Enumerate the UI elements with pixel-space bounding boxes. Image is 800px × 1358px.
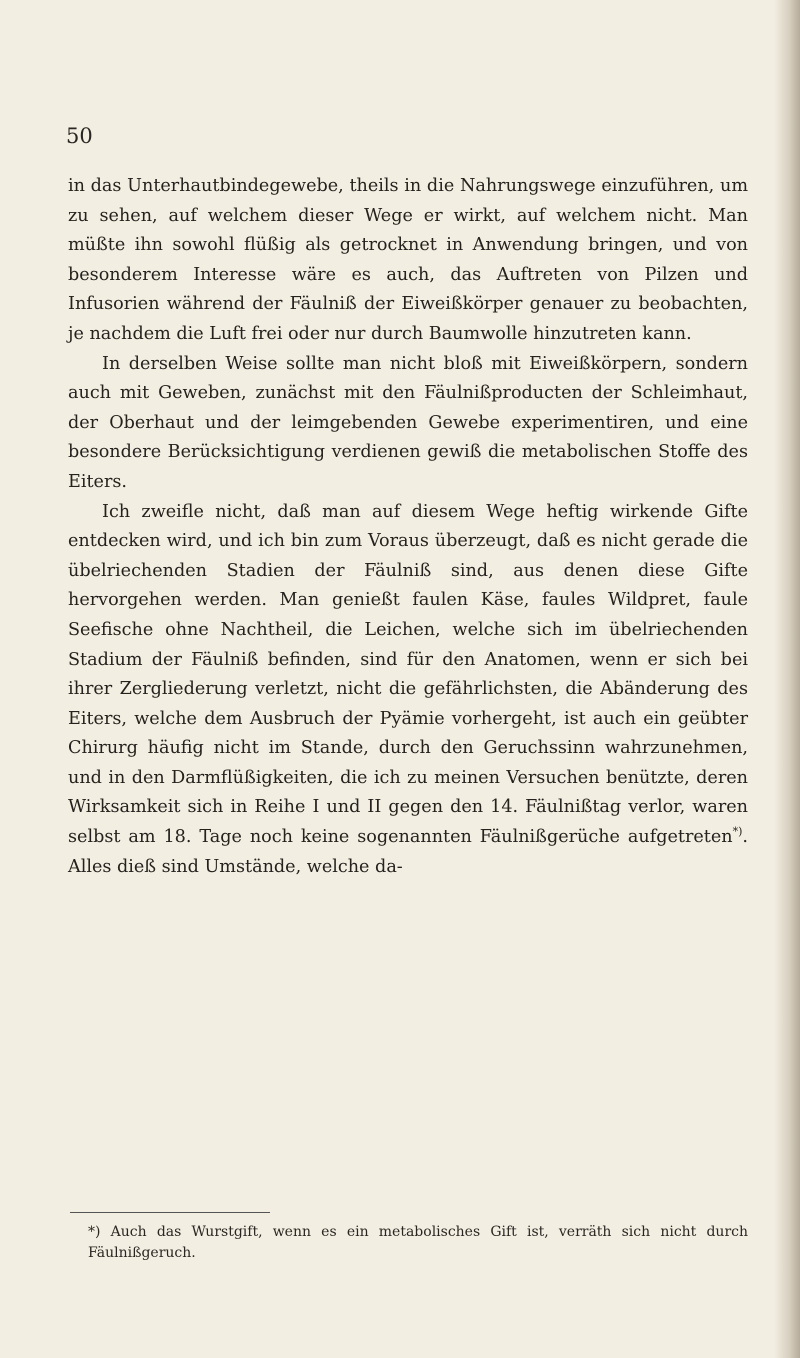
paragraph-2: In derselben Weise sollte man nicht bloß mit Eiweißkörpern, sondern auch mit Geweben, zunächst mit den Fäulnißproducten der Schleimhaut, der Oberhaut und der leimgebenden Gewebe experimentiren, und eine besondere Berücksichtigung verdienen gewiß die metabolischen Stoffe des Eiters. — [68, 353, 748, 492]
page-number: 50 — [66, 124, 93, 148]
footnote — [88, 1222, 748, 1264]
page-edge-shadow — [774, 0, 800, 1358]
paragraph-1: in das Unterhautbindegewebe, theils in die Nahrungswege einzuführen, um zu sehen, auf welchem dieser Wege er wirkt, auf welchem nicht. Man müßte ihn sowohl flüßig als getrocknet in Anwendung bringen, und von besonderem Interesse wäre es auch, das Auftreten von Pilzen und Infusorien während der Fäulniß der Eiweißkörper genauer zu beobachten, je nachdem die Luft frei oder nur durch Baumwolle hinzutreten kann. — [68, 176, 748, 344]
paragraph-3-text: Ich zweifle nicht, daß man auf diesem Wege heftig wirkende Gifte entdecken wird, und ich bin zum Voraus überzeugt, daß es nicht gerade die übelriechenden Stadien der Fäulniß sind, aus denen diese Gifte hervorgehen werden. Man genießt faulen Käse, faules Wildpret, faule Seefische ohne Nachtheil, die Leichen, welche sich im übelriechenden Stadium der Fäulniß befinden, sind für den Anatomen, wenn er sich bei ihrer Zergliederung verletzt, nicht die gefährlichsten, die Abänderung des Eiters, welche dem Ausbruch der Pyämie vorhergeht, ist auch ein geübter Chirurg häufig nicht im Stande, durch den Geruchssinn wahrzunehmen, und in den Darmflüßigkeiten, die ich zu meinen Versuchen benützte, deren Wirksamkeit sich in Reihe I und II gegen den 14. Fäulnißtag verlor, waren selbst am 18. Tage noch keine sogenannten Fäulnißgerüche aufgetreten — [68, 501, 748, 848]
footnote-text: Auch das Wurstgift, wenn es ein metabolisches Gift ist, verräth sich nicht durch Fäulnißgeruch. — [88, 1224, 749, 1261]
paragraph-3 — [68, 498, 748, 883]
footnote-divider — [70, 1212, 270, 1213]
footnote-marker-label: *) — [88, 1224, 101, 1240]
body-text — [68, 172, 748, 882]
footnote-marker: *) — [732, 825, 743, 839]
paragraph-3-tail: . Alles dieß sind Umstände, welche da- — [68, 827, 748, 877]
